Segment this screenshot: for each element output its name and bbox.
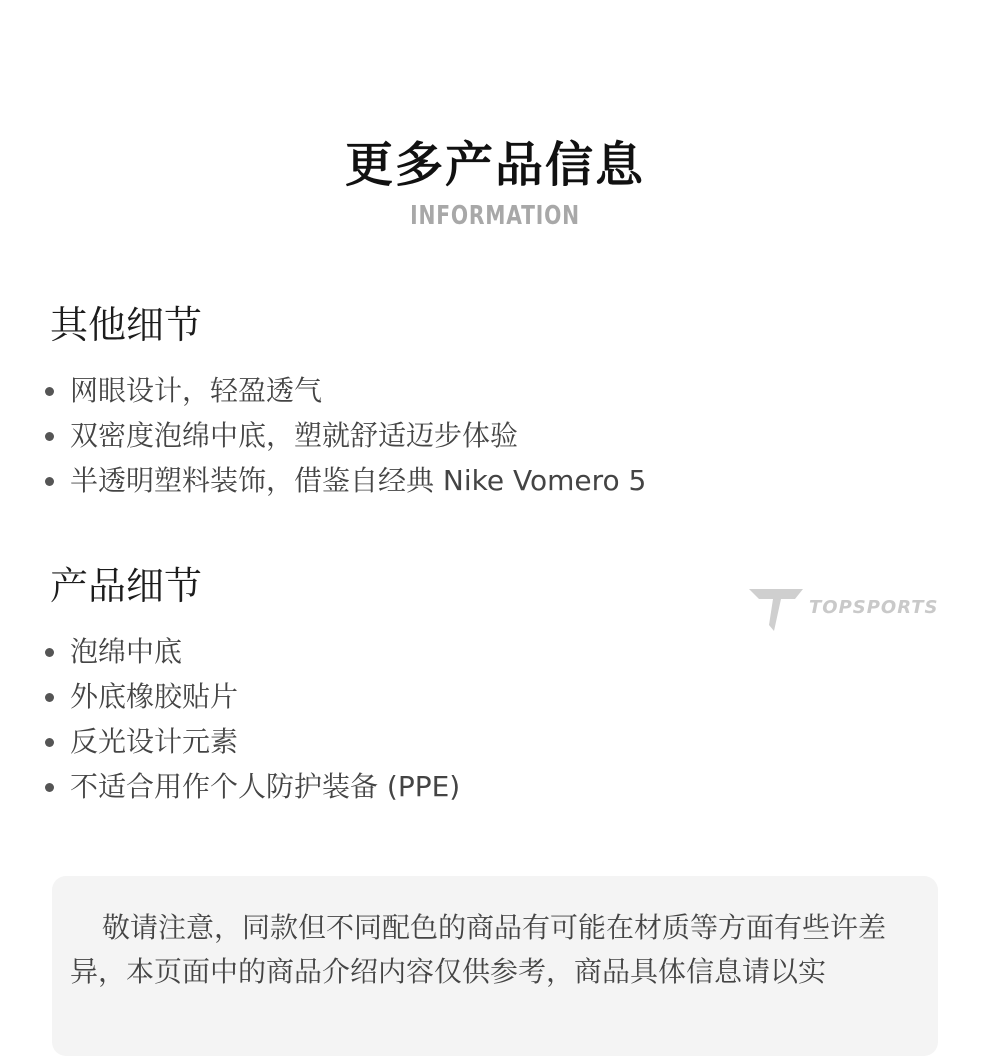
bullet-dot-icon xyxy=(45,783,54,792)
notice-text: 敬请注意，同款但不同配色的商品有可能在材质等方面有些许差异，本页面中的商品介绍内容仅供参考，商品具体信息请以实 xyxy=(70,911,887,988)
list-item-text: 双密度泡绵中底，塑就舒适迈步体验 xyxy=(70,419,519,452)
bullet-dot-icon xyxy=(45,648,54,657)
list-item xyxy=(50,413,950,458)
list-item xyxy=(50,719,950,764)
list-item-text: 网眼设计，轻盈透气 xyxy=(70,374,323,407)
watermark-text: TOPSPORTS xyxy=(809,597,939,618)
other-details-section xyxy=(50,300,950,503)
list-item xyxy=(50,764,950,809)
list-item-text: 半透明塑料装饰，借鉴自经典 Nike Vomero 5 xyxy=(70,464,647,497)
notice-box xyxy=(52,876,938,1056)
product-details-list xyxy=(50,629,950,809)
topsports-logo-icon xyxy=(747,585,807,635)
page-subtitle: INFORMATION xyxy=(410,201,580,231)
bullet-dot-icon xyxy=(45,738,54,747)
bullet-dot-icon xyxy=(45,693,54,702)
list-item xyxy=(50,674,950,719)
list-item-text: 反光设计元素 xyxy=(70,725,239,758)
list-item-text: 泡绵中底 xyxy=(70,635,183,668)
page-title: 更多产品信息 xyxy=(344,137,645,193)
bullet-dot-icon xyxy=(45,477,54,486)
product-details-heading: 产品细节 xyxy=(50,564,203,608)
other-details-heading: 其他细节 xyxy=(50,303,203,347)
list-item xyxy=(50,458,950,503)
list-item-text: 不适合用作个人防护装备 (PPE) xyxy=(70,770,461,803)
other-details-list xyxy=(50,368,950,503)
bullet-dot-icon xyxy=(45,432,54,441)
topsports-watermark xyxy=(747,585,937,635)
bullet-dot-icon xyxy=(45,387,54,396)
list-item xyxy=(50,629,950,674)
list-item xyxy=(50,368,950,413)
list-item-text: 外底橡胶贴片 xyxy=(70,680,239,713)
